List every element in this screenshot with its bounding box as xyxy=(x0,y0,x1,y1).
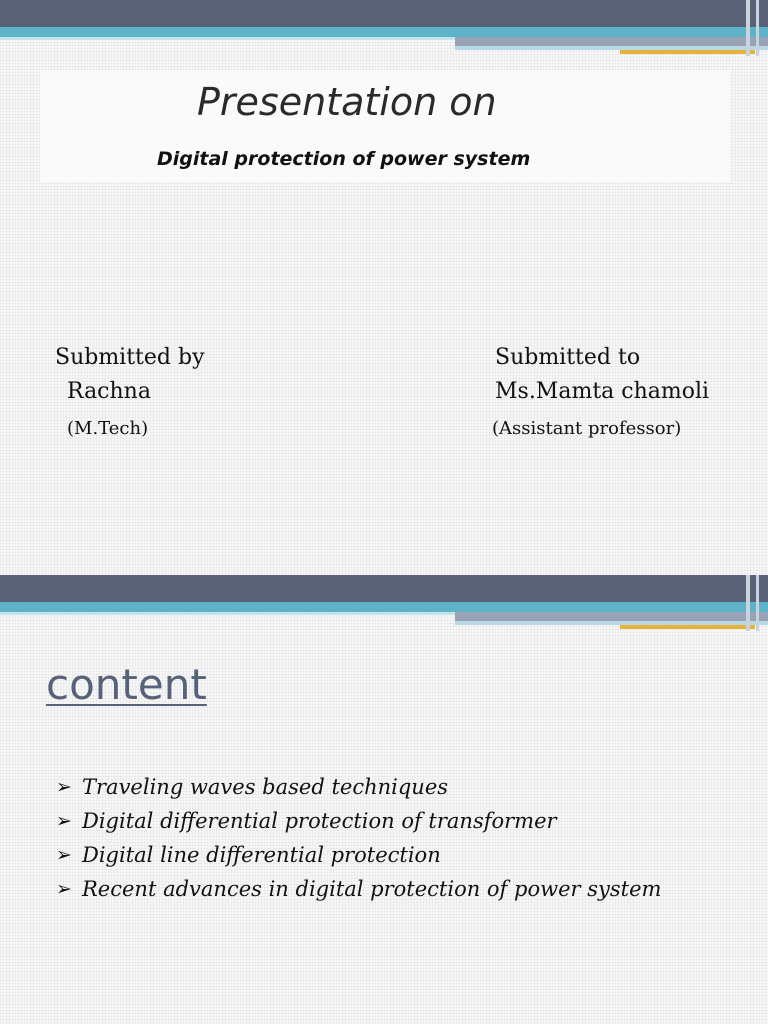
submitted-by-detail: (M.Tech) xyxy=(67,418,149,439)
header-band-edge-2 xyxy=(756,575,759,631)
header-band-tab xyxy=(455,612,768,621)
list-item xyxy=(56,770,661,804)
header-band-edge-2 xyxy=(756,0,759,56)
list-item-text: Traveling waves based techniques xyxy=(82,775,449,799)
list-item-text: Recent advances in digital protection of power system xyxy=(82,877,662,901)
submitted-by-name: Rachna xyxy=(67,379,151,404)
list-item xyxy=(56,838,661,872)
submitted-by-label: Submitted by xyxy=(55,345,205,370)
arrow-bullet-icon: ➢ xyxy=(56,878,72,900)
submitted-to-name: Ms.Mamta chamoli xyxy=(495,379,710,404)
list-item-text: Digital differential protection of transformer xyxy=(82,809,557,833)
content-heading: content xyxy=(46,660,207,709)
header-band-dark-stripe xyxy=(0,575,768,602)
header-band-gold-accent xyxy=(620,50,755,54)
list-item xyxy=(56,872,661,906)
list-item xyxy=(56,804,661,838)
arrow-bullet-icon: ➢ xyxy=(56,844,72,866)
header-band-gold-accent xyxy=(620,625,755,629)
content-list xyxy=(56,770,661,906)
arrow-bullet-icon: ➢ xyxy=(56,776,72,798)
header-band-edge xyxy=(746,575,750,631)
header-band-tab xyxy=(455,37,768,46)
header-band-edge xyxy=(746,0,750,56)
submitted-to-detail: (Assistant professor) xyxy=(492,418,682,439)
header-band xyxy=(0,575,768,631)
list-item-text: Digital line differential protection xyxy=(82,843,441,867)
presentation-subtitle: Digital protection of power system xyxy=(157,148,531,170)
header-band xyxy=(0,0,768,56)
arrow-bullet-icon: ➢ xyxy=(56,810,72,832)
submitted-to-label: Submitted to xyxy=(495,345,641,370)
header-band-teal-stripe xyxy=(0,602,768,612)
header-band-teal-stripe xyxy=(0,27,768,37)
presentation-title: Presentation on xyxy=(197,80,497,124)
header-band-dark-stripe xyxy=(0,0,768,27)
